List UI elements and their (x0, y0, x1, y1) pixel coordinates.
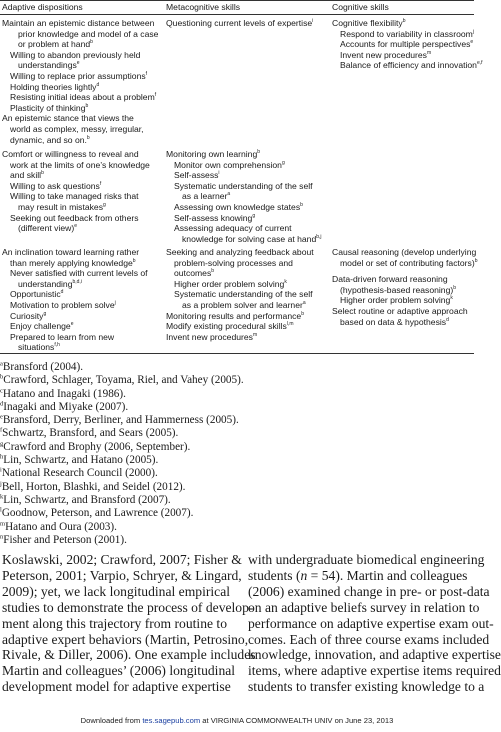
body-line: Peterson, 2001; Varpio, Schryer, & Lingard, (2, 567, 242, 583)
body-line: Koslawski, 2002; Crawford, 2007; Fisher & (2, 552, 242, 567)
footnote-a: $^a$Bransford (2004). (0, 360, 84, 373)
body-line: Rivale, & Diller, 2006). One example includes (2, 647, 256, 663)
footer-suffix: at VIRGINIA COMMONWEALTH UNIV on June 23, 2013 (200, 716, 394, 725)
row1-adaptive-dispositions: Maintain an epistemic distance between prior knowledge and model of a case or problem at hand$^b$ Willing to abandon previously held understandings$^e$ Willing to replace prior assumptions$^f$ Holding theories lightly$^d$ Resisting initial ideas about a problem$^f$ Plasticity of thinking$^b$ An epistemic stance that views the world as complex, messy, irregular, dynamic, and so on.$^b$ (2, 18, 159, 145)
body-line: on an adaptive beliefs survey in relation to (248, 599, 480, 615)
body-line: adaptive expert behaviors (Martin, Petrosino, (2, 631, 249, 647)
header-adaptive-dispositions: Adaptive dispositions (2, 2, 83, 12)
header-metacognitive-skills: Metacognitive skills (166, 2, 241, 12)
row3-cognitive-skills: Causal reasoning (develop underlying model or set of contributing factors)$^b$ Data-driven forward reasoning (hypothesis-based reasoning)$^b$ Higher order problem solving$^k$ Select routine or adaptive approach based on data & hypothesis$^d$ (332, 247, 478, 327)
table-footnotes (0, 361, 244, 547)
footer-prefix: Downloaded from (80, 716, 143, 725)
body-text-left-column (2, 552, 256, 695)
body-line: development model for adaptive expertise (2, 679, 231, 695)
row3-adaptive-dispositions: An inclination toward learning rather than merely applying knowledge$^b$ Never satisfied with current levels of understanding$^{b,d,i}$ Opportunistic$^d$ Motivation to problem solve$^j$ Curiosity$^g$ Enjoy challenge$^e$ Prepared to learn from new situations$^{f,h}$ (2, 247, 148, 353)
body-line: performance on adaptive expertise exam out- (248, 615, 494, 631)
footnote-b: $^b$Crawford, Schlager, Toyama, Riel, and Vahey (2005). (0, 373, 244, 387)
footnote-i: $^i$National Research Council (2000). (0, 466, 158, 480)
footnote-g: $^g$Crawford and Brophy (2006, September). (0, 440, 191, 453)
footnote-d: $^d$Inagaki and Miyake (2007). (0, 400, 129, 413)
footnote-l: $^l$Goodnow, Peterson, and Lawrence (2007). (0, 506, 194, 520)
header-rule (0, 14, 474, 15)
body-line: students to transfer existing knowledge to a (248, 679, 485, 695)
header-cognitive-skills: Cognitive skills (332, 2, 389, 12)
body-text-right-column (248, 552, 501, 695)
body-line: Martin and colleagues’ (2006) longitudinal (2, 663, 236, 679)
download-footer (0, 716, 474, 725)
body-line: 2009); yet, we lack longitudinal empirical (2, 583, 231, 599)
body-line: with undergraduate biomedical engineering (248, 552, 485, 567)
body-line: students (n = 54). Martin and colleagues (248, 567, 468, 583)
footnote-c: $^c$Hatano and Inagaki (1986). (0, 386, 126, 400)
footnote-e: $^e$Bransford, Derry, Berliner, and Hammerness (2005). (0, 413, 239, 427)
footnote-h: $^h$Lin, Schwartz, and Hatano (2005). (0, 453, 159, 467)
body-line: knowledge, innovation, and adaptive expertise (248, 647, 501, 663)
table-bottom-rule (0, 353, 474, 354)
table-top-rule (0, 0, 474, 1)
footnote-k: $^k$Lin, Schwartz, and Bransford (2007). (0, 493, 171, 506)
body-line: (2006) examined change in pre- or post-data (248, 583, 490, 599)
footnote-m: $^m$Hatano and Oura (2003). (0, 519, 117, 533)
footnote-j: $^j$Bell, Horton, Blashki, and Seidel (2012). (0, 479, 186, 493)
row2-metacognitive-skills: Monitoring own learning$^b$ Monitor own comprehension$^g$ Self-assess$^i$ Systematic understanding of the self as a learner$^a$ Assessing own knowledge states$^b$ Self-assess knowing$^g$ Assessing adequacy of current knowledge for solving case at hand$^{b,j}$ (166, 149, 322, 244)
footnote-f: $^f$Schwartz, Bransford, and Sears (2005). (0, 426, 179, 440)
body-line: comes. Each of three course exams included (248, 631, 490, 647)
body-line: ment along this trajectory from routine to (2, 615, 227, 631)
row1-metacognitive-skills: Questioning current levels of expertise$^i$ (166, 18, 314, 28)
footer-link[interactable]: tes.sagepub.com (142, 716, 201, 725)
row3-metacognitive-skills: Seeking and analyzing feedback about problem-solving processes and outcomes$^b$ Higher order problem solving$^k$ Systematic understanding of the self as a problem solver and learner$^a$ Monitoring results and performance$^b$ Modify existing procedural skills$^{l,m}$ Invent new procedures$^m$ (166, 247, 314, 342)
body-line: studies to demonstrate the process of develop- (2, 599, 254, 615)
row1-cognitive-skills: Cognitive flexibility$^b$ Respond to variability in classroom$^j$ Accounts for multiple perspectives$^e$ Invent new procedures$^m$ Balance of efficiency and innovation$^{e,f}$ (332, 18, 483, 71)
body-line: items, where adaptive expertise items required (248, 663, 501, 679)
row2-adaptive-dispositions: Comfort or willingness to reveal and work at the limits of one’s knowledge and skill$^b$ Willing to ask questions$^f$ Willing to take managed risks that may result in mistakes$^g$ Seeking out feedback from others (different view)$^e$ (2, 149, 150, 234)
footnote-n: $^n$Fisher and Peterson (2001). (0, 533, 127, 546)
